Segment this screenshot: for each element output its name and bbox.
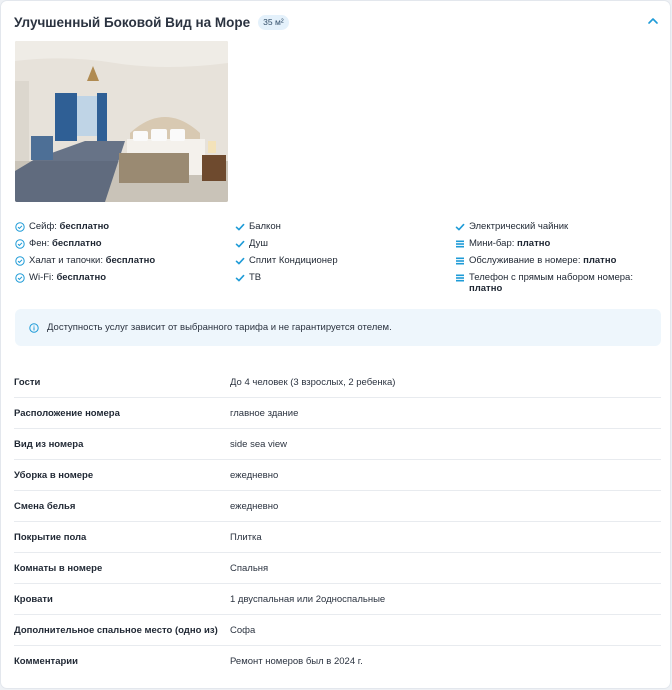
amenity-shower (235, 238, 338, 255)
row-label: Кровати (14, 593, 53, 605)
row-value: 1 двуспальная или 2односпальные (230, 593, 386, 605)
row-value: Ремонт номеров был в 2024 г. (230, 656, 363, 667)
availability-notice (15, 309, 661, 346)
row-value: Плитка (230, 531, 262, 543)
amenity-label: Душ (249, 238, 269, 249)
amenity-value: платно (469, 283, 503, 294)
notice-text: Доступность услуг зависит от выбранного тарифа и не гарантируется отелем. (47, 322, 392, 333)
table-row (14, 491, 661, 522)
row-label: Вид из номера (14, 438, 84, 450)
amenity-tv (235, 272, 338, 289)
row-label: Смена белья (14, 500, 76, 512)
row-value: Софа (230, 624, 256, 636)
table-row (14, 429, 661, 460)
amenity-balcony (235, 221, 338, 238)
check-icon (455, 222, 465, 232)
amenity-room-service (455, 255, 665, 272)
check-circle-icon (15, 222, 25, 232)
row-value: ежедневно (230, 469, 279, 481)
check-icon (235, 239, 245, 249)
row-label: Дополнительное спальное место (одно из) (14, 624, 218, 636)
check-icon (235, 222, 245, 232)
table-row (14, 646, 661, 677)
row-label: Гости (14, 376, 41, 388)
amenity-minibar (455, 238, 665, 255)
table-row (14, 615, 661, 646)
table-row (14, 398, 661, 429)
amenity-value: бесплатно (52, 238, 102, 249)
room-photo[interactable] (15, 41, 228, 202)
amenity-label: Халат и тапочки: (29, 255, 103, 266)
row-label: Комнаты в номере (14, 562, 103, 574)
amenity-label: Мини-бар: (469, 238, 515, 249)
paid-icon (455, 256, 465, 266)
info-icon (29, 323, 39, 333)
check-circle-icon (15, 273, 25, 283)
row-label: Покрытие пола (14, 531, 87, 543)
amenity-ac (235, 255, 338, 272)
amenity-value: платно (583, 255, 617, 266)
check-icon (235, 273, 245, 283)
amenity-label: Телефон с прямым набором номера: (469, 272, 633, 283)
amenity-wifi (15, 272, 155, 289)
paid-icon (455, 273, 465, 283)
chevron-up-icon[interactable] (646, 14, 660, 28)
row-value: До 4 человек (3 взрослых, 2 ребенка) (230, 376, 396, 388)
table-row (14, 367, 661, 398)
amenity-value: бесплатно (105, 255, 156, 266)
check-icon (235, 256, 245, 266)
table-row (14, 522, 661, 553)
amenity-label: Сейф: (29, 221, 57, 232)
amenity-kettle (455, 221, 665, 238)
amenities-list (15, 221, 665, 301)
row-label: Комментарии (14, 656, 78, 667)
amenity-label: Фен: (29, 238, 50, 249)
room-title: Улучшенный Боковой Вид на Море (14, 14, 251, 30)
paid-icon (455, 239, 465, 249)
amenity-label: Электрический чайник (469, 221, 569, 232)
room-details-table (14, 367, 661, 677)
amenity-value: бесплатно (56, 272, 106, 283)
table-row (14, 553, 661, 584)
row-value: главное здание (230, 407, 299, 419)
amenity-value: бесплатно (59, 221, 110, 232)
room-header (14, 12, 660, 32)
amenities-col-1 (15, 221, 155, 289)
amenity-label: Сплит Кондиционер (249, 255, 338, 266)
area-badge: 35 м² (258, 15, 289, 30)
table-row (14, 584, 661, 615)
amenity-label: Балкон (249, 221, 281, 232)
row-label: Расположение номера (14, 407, 120, 419)
amenity-hairdryer (15, 238, 155, 255)
amenities-col-2 (235, 221, 338, 289)
amenities-col-3 (455, 221, 665, 296)
amenity-robe (15, 255, 155, 272)
amenity-phone (455, 272, 665, 296)
row-value: ежедневно (230, 500, 279, 512)
check-circle-icon (15, 256, 25, 266)
table-row (14, 460, 661, 491)
row-value: side sea view (230, 438, 288, 450)
amenity-value: платно (517, 238, 551, 249)
amenity-safe (15, 221, 155, 238)
amenity-label: Обслуживание в номере: (469, 255, 581, 266)
room-card (1, 1, 670, 688)
row-value: Спальня (230, 562, 269, 574)
row-label: Уборка в номере (14, 469, 94, 481)
amenity-label: Wi-Fi: (29, 272, 54, 283)
check-circle-icon (15, 239, 25, 249)
amenity-label: ТВ (249, 272, 262, 283)
